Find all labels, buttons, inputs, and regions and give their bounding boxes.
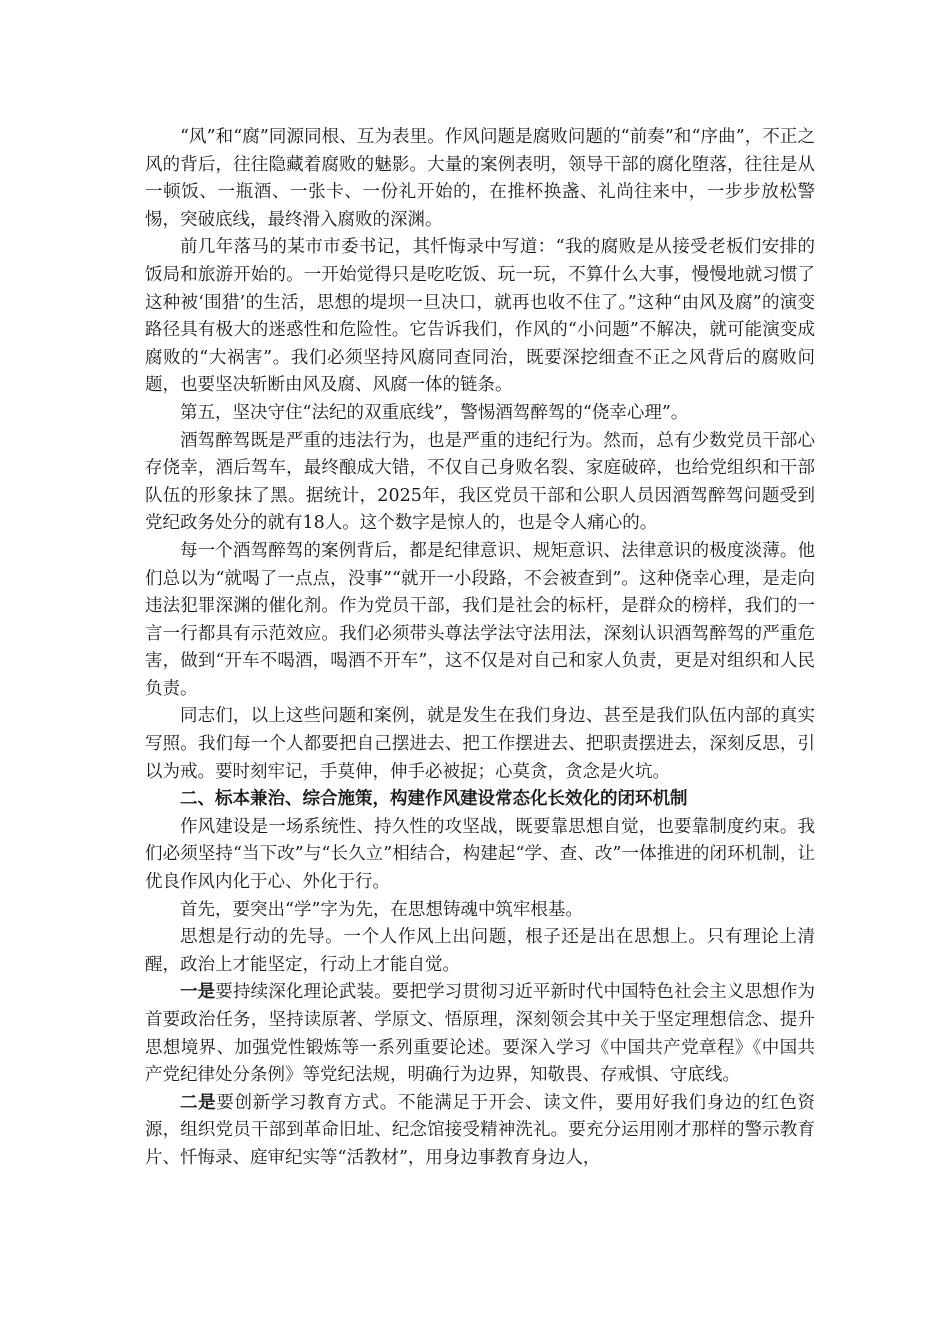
section-heading: 二、标本兼治、综合施策，构建作风建设常态化长效化的闭环机制 [180, 789, 688, 810]
paragraph: 每一个酒驾醉驾的案例背后，都是纪律意识、规矩意识、法律意识的极度淡薄。他们总以为“就喝了一点点，没事”“就开一小段路，不会被查到”。这种侥幸心理，是走向违法犯罪深渊的催化剂。作为党员干部，我们是社会的标杆，是群众的榜样，我们的一言一行都具有示范效应。我们必须带头尊法学法守法用法，深刻认识酒驾醉驾的严重危害，做到“开车不喝酒，喝酒不开车”，这不仅是对自己和家人负责，更是对组织和人民负责。 [145, 540, 815, 699]
paragraph [145, 1090, 815, 1173]
paragraph-lead: 二是 [180, 1092, 217, 1113]
paragraph: 酒驾醉驾既是严重的违法行为，也是严重的违纪行为。然而，总有少数党员干部心存侥幸，酒后驾车，最终酿成大错，不仅自己身败名裂、家庭破碎，也给党组织和干部队伍的形象抹了黑。据统计，2025年，我区党员干部和公职人员因酒驾醉驾问题受到党纪政务处分的就有18人。这个数字是惊人的，也是令人痛心的。 [145, 430, 815, 534]
paragraph: 第五，坚决守住“法纪的双重底线”，警惕酒驾醉驾的“侥幸心理”。 [180, 402, 689, 423]
paragraph-body: 要创新学习教育方式。不能满足于开会、读文件，要用好我们身边的红色资源，组织党员干部到革命旧址、纪念馆接受精神洗礼。要充分运用刚才那样的警示教育片、忏悔录、庭审纪实等“活教材”，用身边事教育身边人， [145, 1092, 816, 1168]
paragraph: 首先，要突出“学”字为先，在思想铸魂中筑牢根基。 [180, 899, 583, 920]
document-page [145, 124, 815, 1173]
paragraph [145, 979, 815, 1089]
paragraph: 同志们，以上这些问题和案例，就是发生在我们身边、甚至是我们队伍内部的真实写照。我们每一个人都要把自己摆进去、把工作摆进去、把职责摆进去，深刻反思，引以为戒。要时刻牢记，手莫伸，伸手必被捉；心莫贪，贪念是火坑。 [145, 706, 815, 782]
paragraph: 作风建设是一场系统性、持久性的攻坚战，既要靠思想自觉，也要靠制度约束。我们必须坚持“当下改”与“长久立”相结合，构建起“学、查、改”一体推进的闭环机制，让优良作风内化于心、外化于行。 [145, 816, 815, 893]
paragraph: 思想是行动的先导。一个人作风上出问题，根子还是出在思想上。只有理论上清醒，政治上才能坚定，行动上才能自觉。 [145, 927, 815, 975]
paragraph: “风”和“腐”同源同根、互为表里。作风问题是腐败问题的“前奏”和“序曲”，不正之风的背后，往往隐藏着腐败的魅影。大量的案例表明，领导干部的腐化堕落，往往是从一顿饭、一瓶酒、一张卡、一份礼开始的，在推杯换盏、礼尚往来中，一步步放松警惕，突破底线，最终滑入腐败的深渊。 [145, 127, 815, 230]
paragraph: 前几年落马的某市市委书记，其忏悔录中写道：“我的腐败是从接受老板们安排的饭局和旅游开始的。一开始觉得只是吃吃饭、玩一玩，不算什么大事，慢慢地就习惯了这种被‘围猎’的生活，思想的堤坝一旦决口，就再也收不住了。”这种“由风及腐”的演变路径具有极大的迷惑性和危险性。它告诉我们，作风的“小问题”不解决，就可能演变成腐败的“大祸害”。我们必须坚持风腐同查同治，既要深挖细查不正之风背后的腐败问题，也要坚决斩断由风及腐、风腐一体的链条。 [145, 237, 815, 396]
paragraph-body: 要持续深化理论武装。要把学习贯彻习近平新时代中国特色社会主义思想作为首要政治任务，坚持读原著、学原文、悟原理，深刻领会其中关于坚定理想信念、提升思想境界、加强党性锻炼等一系列重要论述。要深入学习《中国共产党章程》《中国共产党纪律处分条例》等党纪法规，明确行为边界，知敬畏、存戒惧、守底线。 [145, 982, 816, 1086]
paragraph-lead: 一是 [180, 982, 216, 1003]
